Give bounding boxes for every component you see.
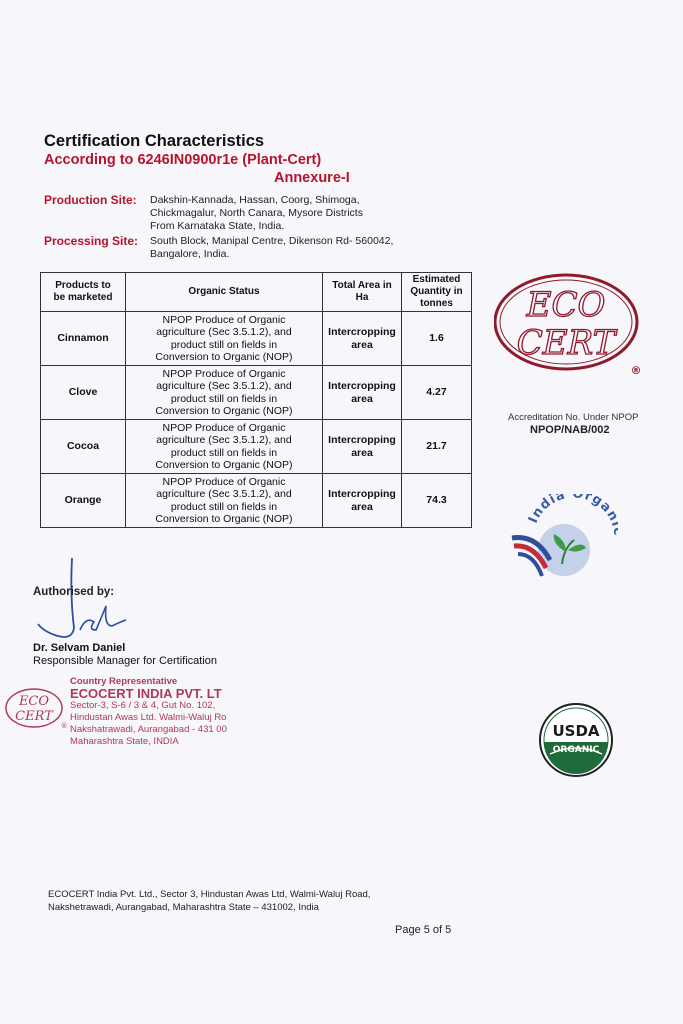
footer-line: ECOCERT India Pvt. Ltd., Sector 3, Hindustan Awas Ltd, Walmi-Waluj Road, (48, 889, 371, 900)
india-organic-logo (506, 494, 618, 595)
area-line: area (351, 500, 373, 513)
area-line: Intercropping (328, 380, 396, 392)
status-line: Conversion to Organic (NOP) (155, 405, 293, 417)
quantity-cell: 21.7 (402, 420, 472, 474)
signer-name: Dr. Selvam Daniel (33, 642, 126, 654)
page-number: Page 5 of 5 (395, 924, 452, 936)
area-line: area (351, 446, 373, 459)
production-site-line: From Karnataka State, India. (150, 220, 285, 232)
ecocert-logo (494, 272, 644, 387)
table-row (41, 474, 472, 528)
header-text: Quantity in (410, 286, 463, 297)
area-line: Intercropping (328, 488, 396, 500)
area-cell (323, 420, 402, 474)
header-area (323, 273, 402, 312)
status-line: agriculture (Sec 3.5.1.2), and (156, 380, 292, 392)
status-line: Conversion to Organic (NOP) (155, 513, 293, 525)
header-text: tonnes (420, 298, 453, 309)
header-text: Estimated (412, 274, 461, 285)
status-line: agriculture (Sec 3.5.1.2), and (156, 326, 292, 338)
stamp-line: Sector-3, S-6 / 3 & 4, Gut No. 102, (70, 700, 216, 711)
status-line: NPOP Produce of Organic (162, 421, 286, 434)
stamp-company-name: ECOCERT INDIA PVT. LT (70, 686, 222, 701)
annexure-label: Annexure-I (274, 170, 350, 186)
quantity-cell: 4.27 (402, 366, 472, 420)
india-organic-textpath: India Orga (525, 494, 615, 526)
status-cell (126, 474, 323, 528)
product-cell: Orange (41, 474, 126, 528)
ecocert-stamp-logo (4, 686, 70, 737)
registered-mark: ® (630, 364, 642, 377)
stamp-line: Hindustan Awas Ltd. Walmi-Waluj Ro (70, 712, 227, 723)
production-site-line: Dakshin-Kannada, Hassan, Coorg, Shimoga, (150, 194, 360, 206)
status-line: product still on fields in (170, 446, 278, 459)
signer-role: Responsible Manager for Certification (33, 655, 218, 667)
area-cell (323, 474, 402, 528)
processing-site-line: Bangalore, India. (150, 248, 230, 260)
accreditation-number: NPOP/NAB/002 (530, 424, 610, 436)
stamp-line: Nakshatrawadi, Aurangabad - 431 00 (70, 724, 227, 735)
stamp-registered-mark: ® (60, 722, 68, 730)
status-line: Conversion to Organic (NOP) (155, 351, 293, 363)
product-cell: Cinnamon (41, 312, 126, 366)
stamp-line: Maharashtra State, INDIA (70, 736, 179, 747)
ecocert-logo-text-cert: CERT (516, 323, 616, 363)
header-quantity (402, 273, 472, 312)
usda-text: USDA (552, 722, 600, 740)
status-line: product still on fields in (170, 392, 278, 405)
stamp-logo-cert: CERT (15, 709, 53, 724)
header-text: Ha (355, 292, 369, 303)
signature (30, 556, 140, 651)
status-line: product still on fields in (170, 500, 278, 513)
table-header-row (41, 273, 472, 312)
usda-organic-seal (538, 702, 614, 783)
footer-address (48, 888, 370, 914)
status-line: product still on fields in (170, 338, 278, 351)
stamp-logo-eco: ECO (18, 694, 50, 709)
header-text: Total Area in (332, 280, 392, 291)
area-line: area (351, 338, 373, 351)
area-cell (323, 312, 402, 366)
table-row (41, 366, 472, 420)
status-line: NPOP Produce of Organic (162, 475, 286, 488)
product-cell: Cocoa (41, 420, 126, 474)
organic-text: ORGANIC (552, 745, 600, 755)
header-status: Organic Status (126, 273, 323, 312)
status-line: NPOP Produce of Organic (162, 313, 286, 326)
status-line: agriculture (Sec 3.5.1.2), and (156, 488, 292, 500)
area-line: Intercropping (328, 434, 396, 446)
production-site-label: Production Site: (44, 193, 137, 207)
document-subtitle: According to 6246IN0900r1e (Plant-Cert) (44, 152, 322, 168)
area-line: Intercropping (328, 326, 396, 338)
product-cell: Clove (41, 366, 126, 420)
status-line: NPOP Produce of Organic (162, 367, 286, 380)
header-text: Products to (55, 280, 111, 291)
production-site-line: Chickmagalur, North Canara, Mysore Districts (150, 207, 363, 219)
processing-site-text (150, 235, 393, 261)
stamp-line: Country Representative (70, 676, 178, 687)
processing-site-label: Processing Site: (44, 234, 139, 248)
company-stamp (70, 676, 227, 748)
status-cell (126, 420, 323, 474)
accreditation-label: Accreditation No. Under NPOP (508, 412, 639, 423)
authorised-by-label: Authorised by: (33, 586, 115, 598)
quantity-cell: 74.3 (402, 474, 472, 528)
production-site-text (150, 194, 363, 233)
header-text: be marketed (53, 292, 113, 303)
status-line: Conversion to Organic (NOP) (155, 459, 293, 471)
processing-site-line: South Block, Manipal Centre, Dikenson Rd- 560042, (150, 235, 394, 247)
document-title: Certification Characteristics (44, 132, 265, 150)
status-cell (126, 312, 323, 366)
table-row (41, 420, 472, 474)
footer-line: Nakshetrawadi, Aurangabad, Maharashtra State – 431002, India (48, 902, 319, 913)
ecocert-logo-text-eco: ECO (526, 285, 606, 325)
certification-table (40, 272, 472, 528)
status-line: agriculture (Sec 3.5.1.2), and (156, 434, 292, 446)
header-products (41, 273, 126, 312)
quantity-cell: 1.6 (402, 312, 472, 366)
table-row (41, 312, 472, 366)
area-line: area (351, 392, 373, 405)
status-cell (126, 366, 323, 420)
area-cell (323, 366, 402, 420)
